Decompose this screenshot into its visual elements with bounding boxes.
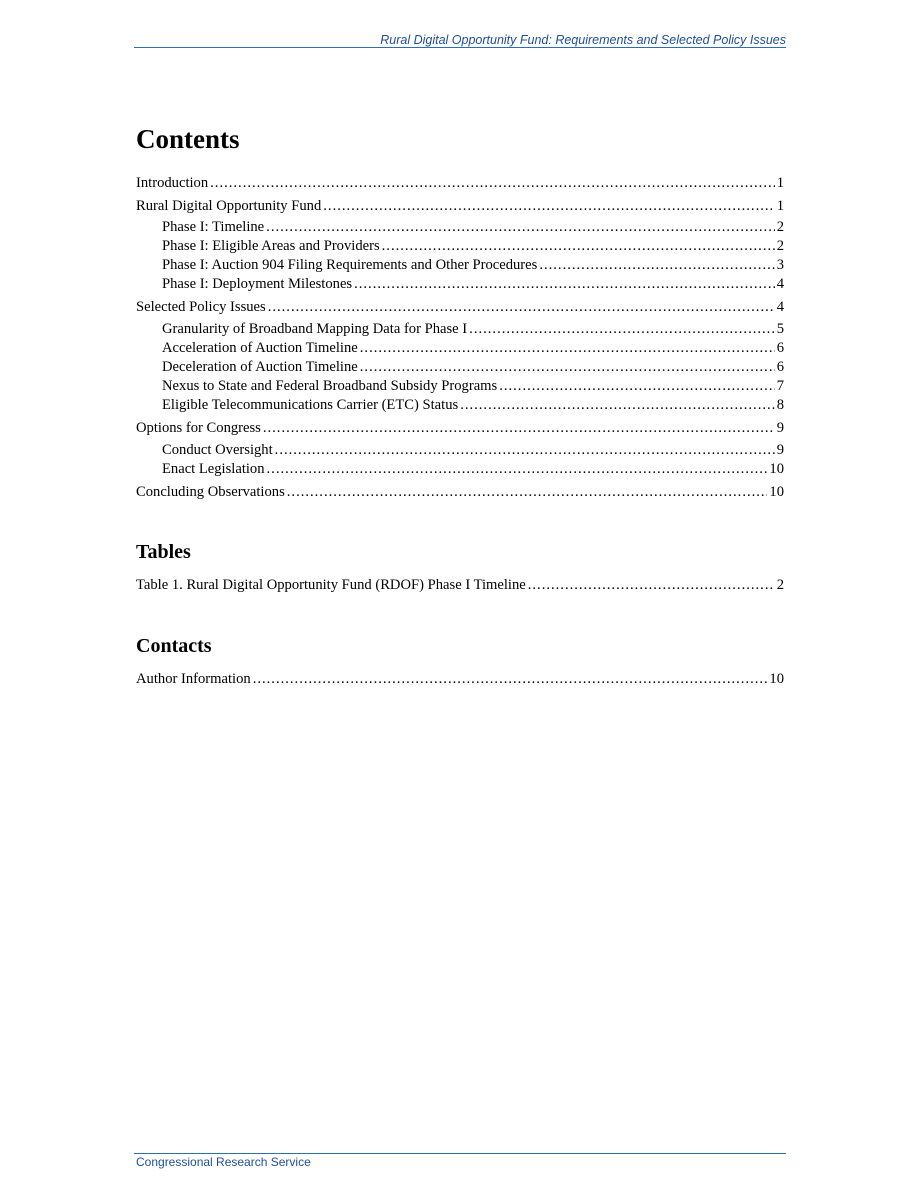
running-header-title: Rural Digital Opportunity Fund: Requirements and Selected Policy Issues bbox=[380, 33, 786, 47]
toc-page-number[interactable]: 2 bbox=[776, 219, 784, 235]
contents-toc-entry[interactable] bbox=[136, 298, 784, 317]
toc-entry-title[interactable]: Table 1. Rural Digital Opportunity Fund (RDOF) Phase I Timeline bbox=[136, 577, 526, 593]
toc-dot-leader bbox=[360, 358, 775, 377]
toc-dot-leader bbox=[263, 419, 775, 438]
toc-page-number[interactable]: 1 bbox=[776, 175, 784, 191]
toc-dot-leader bbox=[266, 218, 775, 237]
toc-page-number[interactable]: 6 bbox=[776, 340, 784, 356]
toc-entry-title[interactable]: Rural Digital Opportunity Fund bbox=[136, 198, 322, 214]
toc-page-number[interactable]: 9 bbox=[776, 442, 784, 458]
toc-page-number[interactable]: 9 bbox=[776, 420, 784, 436]
toc-dot-leader bbox=[275, 441, 775, 460]
toc-entry-title[interactable]: Phase I: Auction 904 Filing Requirements and Other Procedures bbox=[162, 257, 538, 273]
contents-toc-entry[interactable] bbox=[162, 237, 784, 256]
toc-dot-leader bbox=[253, 670, 768, 689]
contents-toc-entry[interactable] bbox=[162, 358, 784, 377]
contents-toc-entry[interactable] bbox=[162, 218, 784, 237]
toc-page-number[interactable]: 5 bbox=[776, 321, 784, 337]
header-rule bbox=[134, 47, 786, 48]
contents-toc-entry[interactable] bbox=[162, 441, 784, 460]
toc-dot-leader bbox=[360, 339, 775, 358]
contents-toc-entry[interactable] bbox=[162, 377, 784, 396]
toc-entry-title[interactable]: Introduction bbox=[136, 175, 209, 191]
toc-dot-leader bbox=[382, 237, 775, 256]
toc-dot-leader bbox=[323, 197, 774, 216]
toc-page-number[interactable]: 7 bbox=[776, 378, 784, 394]
contacts-toc-entry[interactable] bbox=[136, 670, 784, 689]
toc-dot-leader bbox=[287, 483, 768, 502]
toc-dot-leader bbox=[268, 298, 775, 317]
toc-page-number[interactable]: 1 bbox=[776, 198, 784, 214]
footer-rule bbox=[134, 1153, 786, 1154]
toc-entry-title[interactable]: Acceleration of Auction Timeline bbox=[162, 340, 358, 356]
toc-page-number[interactable]: 8 bbox=[776, 397, 784, 413]
contacts-heading: Contacts bbox=[136, 635, 212, 657]
tables-toc-entry[interactable] bbox=[136, 576, 784, 595]
toc-page-number[interactable]: 2 bbox=[776, 238, 784, 254]
contents-toc-entry[interactable] bbox=[162, 320, 784, 339]
toc-dot-leader bbox=[539, 256, 774, 275]
contents-toc-entry[interactable] bbox=[162, 396, 784, 415]
contents-toc-entry[interactable] bbox=[136, 197, 784, 216]
toc-page-number[interactable]: 2 bbox=[776, 577, 784, 593]
toc-dot-leader bbox=[267, 460, 768, 479]
toc-page-number[interactable]: 10 bbox=[769, 671, 784, 687]
toc-page-number[interactable]: 3 bbox=[776, 257, 784, 273]
toc-dot-leader bbox=[460, 396, 775, 415]
toc-entry-title[interactable]: Enact Legislation bbox=[162, 461, 265, 477]
contents-heading: Contents bbox=[136, 124, 240, 154]
toc-dot-leader bbox=[499, 377, 775, 396]
contents-toc-entry[interactable] bbox=[136, 419, 784, 438]
toc-page-number[interactable]: 6 bbox=[776, 359, 784, 375]
toc-entry-title[interactable]: Deceleration of Auction Timeline bbox=[162, 359, 358, 375]
toc-entry-title[interactable]: Author Information bbox=[136, 671, 251, 687]
tables-heading: Tables bbox=[136, 541, 191, 563]
toc-entry-title[interactable]: Nexus to State and Federal Broadband Subsidy Programs bbox=[162, 378, 498, 394]
toc-entry-title[interactable]: Eligible Telecommunications Carrier (ETC) Status bbox=[162, 397, 459, 413]
toc-entry-title[interactable]: Phase I: Deployment Milestones bbox=[162, 276, 353, 292]
toc-page-number[interactable]: 4 bbox=[776, 276, 784, 292]
contents-toc-entry[interactable] bbox=[136, 174, 784, 193]
toc-page-number[interactable]: 10 bbox=[769, 484, 784, 500]
contents-toc-entry[interactable] bbox=[136, 483, 784, 502]
toc-page-number[interactable]: 10 bbox=[769, 461, 784, 477]
toc-page-number[interactable]: 4 bbox=[776, 299, 784, 315]
toc-entry-title[interactable]: Concluding Observations bbox=[136, 484, 285, 500]
contents-toc-entry[interactable] bbox=[162, 460, 784, 479]
contents-toc-entry[interactable] bbox=[162, 256, 784, 275]
toc-dot-leader bbox=[528, 576, 775, 595]
contents-toc-entry[interactable] bbox=[162, 339, 784, 358]
toc-entry-title[interactable]: Conduct Oversight bbox=[162, 442, 273, 458]
toc-entry-title[interactable]: Options for Congress bbox=[136, 420, 261, 436]
toc-dot-leader bbox=[210, 174, 775, 193]
toc-entry-title[interactable]: Granularity of Broadband Mapping Data for Phase I bbox=[162, 321, 468, 337]
toc-entry-title[interactable]: Phase I: Eligible Areas and Providers bbox=[162, 238, 380, 254]
toc-dot-leader bbox=[354, 275, 775, 294]
contents-toc-entry[interactable] bbox=[162, 275, 784, 294]
footer-agency-name: Congressional Research Service bbox=[136, 1155, 311, 1169]
toc-entry-title[interactable]: Phase I: Timeline bbox=[162, 219, 265, 235]
toc-dot-leader bbox=[469, 320, 775, 339]
toc-entry-title[interactable]: Selected Policy Issues bbox=[136, 299, 266, 315]
